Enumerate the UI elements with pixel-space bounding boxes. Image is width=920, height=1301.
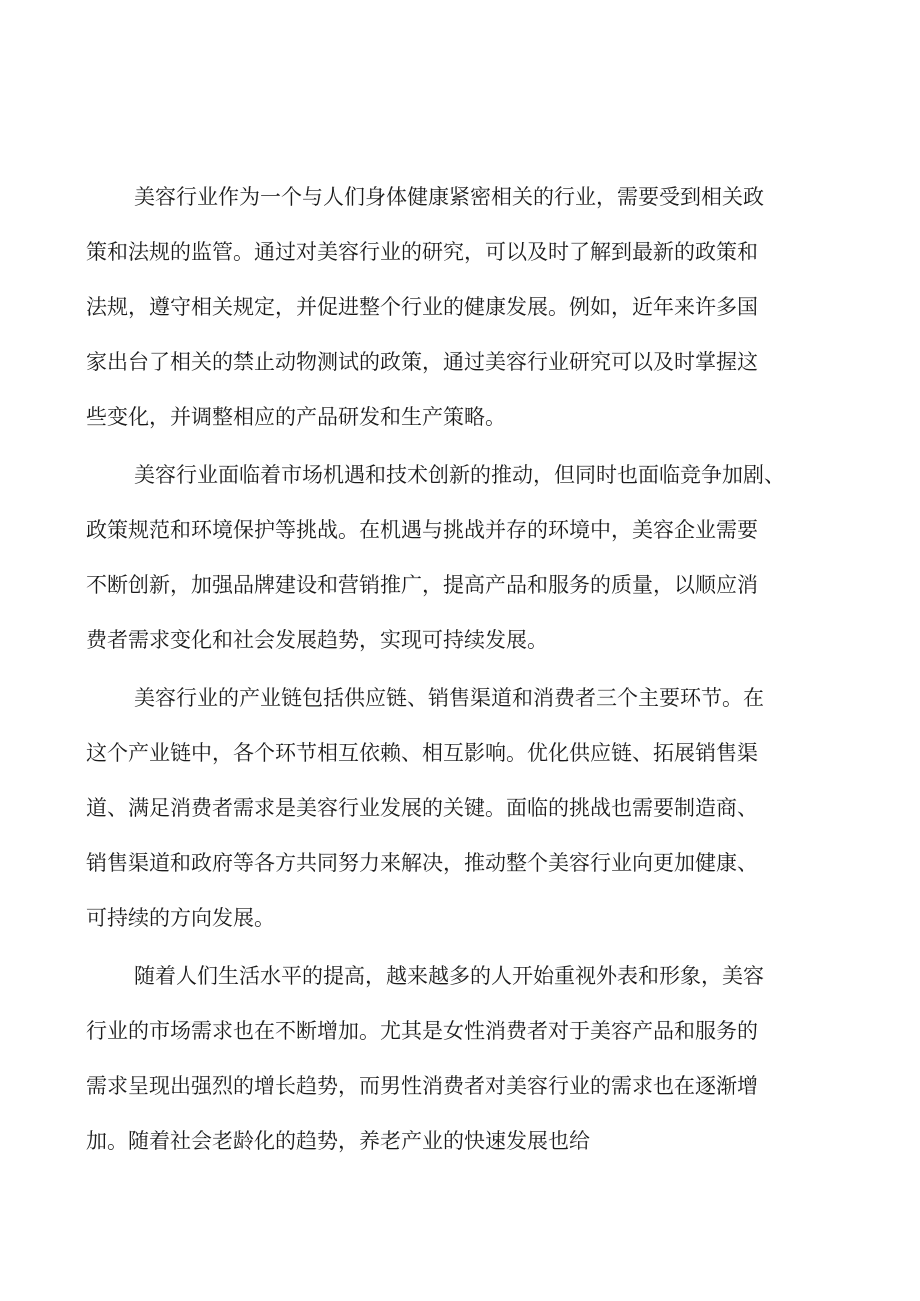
paragraph-2-line-3: 不断创新，加强品牌建设和营销推广，提高产品和服务的质量，以顺应消 bbox=[86, 573, 758, 597]
paragraph-2-line-2: 政策规范和环境保护等挑战。在机遇与挑战并存的环境中，美容企业需要 bbox=[86, 518, 758, 542]
paragraph-3-line-1: 美容行业的产业链包括供应链、销售渠道和消费者三个主要环节。在 bbox=[134, 686, 764, 710]
paragraph-3-line-5: 可持续的方向发展。 bbox=[86, 906, 275, 930]
paragraph-1-line-3: 法规，遵守相关规定，并促进整个行业的健康发展。例如，近年来许多国 bbox=[86, 295, 758, 319]
paragraph-4-line-1: 随着人们生活水平的提高，越来越多的人开始重视外表和形象，美容 bbox=[134, 964, 764, 988]
paragraph-2-line-1: 美容行业面临着市场机遇和技术创新的推动，但同时也面临竞争加剧、 bbox=[134, 463, 785, 487]
paragraph-3-line-2: 这个产业链中，各个环节相互依赖、相互影响。优化供应链、拓展销售渠 bbox=[86, 741, 758, 765]
paragraph-4-line-3: 需求呈现出强烈的增长趋势，而男性消费者对美容行业的需求也在逐渐增 bbox=[86, 1074, 758, 1098]
paragraph-1-line-1: 美容行业作为一个与人们身体健康紧密相关的行业，需要受到相关政 bbox=[134, 185, 764, 209]
paragraph-4-line-2: 行业的市场需求也在不断增加。尤其是女性消费者对于美容产品和服务的 bbox=[86, 1019, 758, 1043]
paragraph-3-line-4: 销售渠道和政府等各方共同努力来解决，推动整个美容行业向更加健康、 bbox=[86, 851, 758, 875]
paragraph-3-line-3: 道、满足消费者需求是美容行业发展的关键。面临的挑战也需要制造商、 bbox=[86, 796, 758, 820]
paragraph-4-line-4: 加。随着社会老龄化的趋势，养老产业的快速发展也给 bbox=[86, 1129, 590, 1153]
paragraph-2-line-4: 费者需求变化和社会发展趋势，实现可持续发展。 bbox=[86, 628, 548, 652]
paragraph-1-line-5: 些变化，并调整相应的产品研发和生产策略。 bbox=[86, 405, 506, 429]
paragraph-1-line-4: 家出台了相关的禁止动物测试的政策，通过美容行业研究可以及时掌握这 bbox=[86, 350, 758, 374]
paragraph-1-line-2: 策和法规的监管。通过对美容行业的研究，可以及时了解到最新的政策和 bbox=[86, 240, 758, 264]
